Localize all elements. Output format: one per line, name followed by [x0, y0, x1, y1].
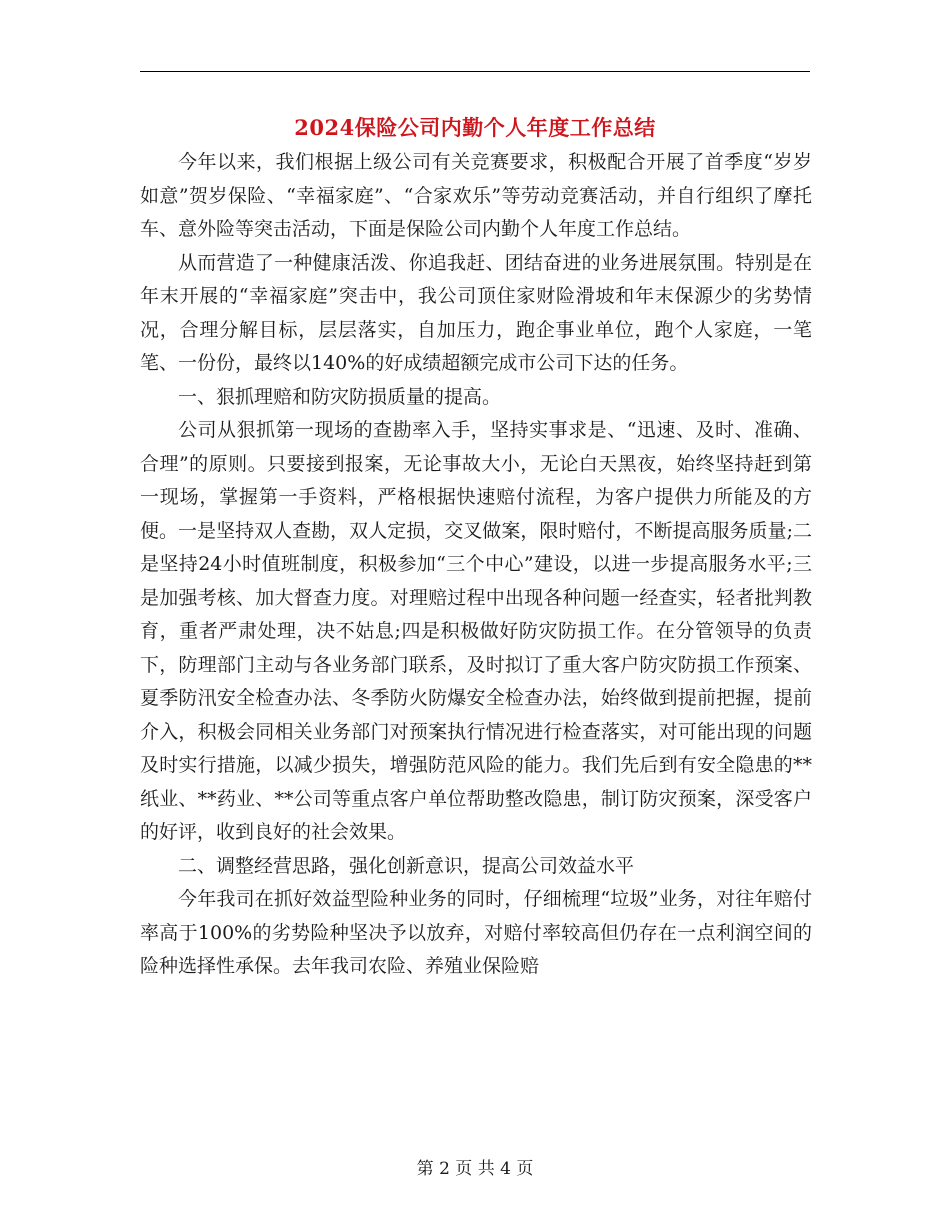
document-body: [140, 146, 812, 984]
paragraph-strategy: 今年我司在抓好效益型险种业务的同时，仔细梳理“垃圾”业务，对往年赔付率高于100%的劣势险种坚决予以放弃，对赔付率较高但仍存在一点利润空间的险种选择性承保。去年我司农险、养殖业保险赔: [140, 888, 812, 977]
document-title: 2024保险公司内勤个人年度工作总结: [294, 115, 656, 140]
header-rule: [140, 71, 810, 72]
page-footer: 第 2 页 共 4 页: [416, 1159, 534, 1179]
section-heading-1: 一、狠抓理赔和防灾防损质量的提高。: [178, 385, 502, 408]
paragraph-atmosphere: 从而营造了一种健康活泼、你追我赶、团结奋进的业务进展氛围。特别是在年末开展的“幸福家庭”突击中，我公司顶住家财险滑坡和年末保源少的劣势情况，合理分解目标，层层落实，自加压力，跑企事业单位，跑个人家庭，一笔笔、一份份，最终以140%的好成绩超额完成市公司下达的任务。: [140, 251, 812, 374]
paragraph-claims: 公司从狠抓第一现场的查勘率入手，坚持实事求是、“迅速、及时、准确、合理”的原则。只要接到报案，无论事故大小，无论白天黑夜，始终坚持赶到第一现场，掌握第一手资料，严格根据快速赔付流程，为客户提供力所能及的方便。一是坚持双人查勘，双人定损，交叉做案，限时赔付，不断提高服务质量;二是坚持24小时值班制度，积极参加“三个中心”建设，以进一步提高服务水平;三是加强考核、加大督查力度。对理赔过程中出现各种问题一经查实，轻者批判教育，重者严肃处理，决不姑息;四是积极做好防灾防损工作。在分管领导的负责下，防理部门主动与各业务部门联系，及时拟订了重大客户防灾防损工作预案、夏季防汛安全检查办法、冬季防火防爆安全检查办法，始终做到提前把握，提前介入，积极会同相关业务部门对预案执行情况进行检查落实，对可能出现的问题及时实行措施，以减少损失，增强防范风险的能力。我们先后到有安全隐患的**纸业、**药业、**公司等重点客户单位帮助整改隐患，制订防灾预案，深受客户的好评，收到良好的社会效果。: [140, 419, 812, 843]
paragraph-intro: 今年以来，我们根据上级公司有关竞赛要求，积极配合开展了首季度“岁岁如意”贺岁保险、“幸福家庭”、“合家欢乐”等劳动竞赛活动，并自行组织了摩托车、意外险等突击活动，下面是保险公司内勤个人年度工作总结。: [140, 151, 812, 240]
section-heading-2: 二、调整经营思路，强化创新意识，提高公司效益水平: [178, 854, 635, 877]
